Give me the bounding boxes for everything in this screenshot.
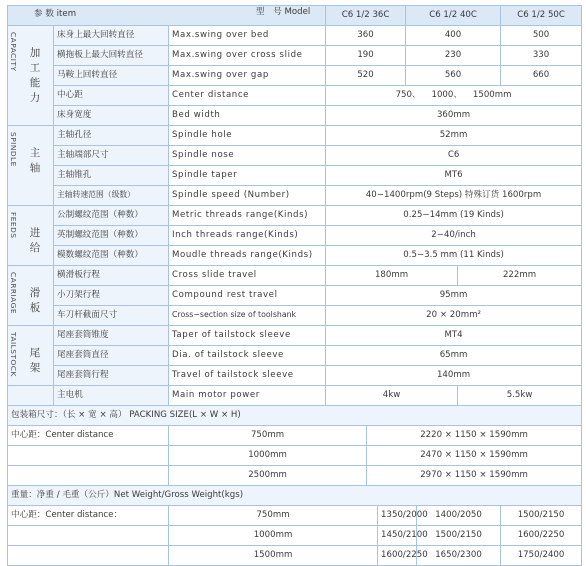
- row-label-zh: 尾座套筒直径: [54, 346, 169, 366]
- row-label-en: Spindle taper: [169, 166, 326, 186]
- cell-value: 95mm: [326, 286, 582, 306]
- row-label-zh: 床身上最大回转直径: [54, 26, 169, 46]
- spindle-group: [8, 126, 54, 206]
- row-label-en: Max.swing over bed: [169, 26, 326, 46]
- cell-value: 2970 × 1150 × 1590mm: [367, 466, 582, 486]
- table-row: [8, 286, 582, 306]
- row-label-zh: 横滑板行程: [54, 266, 169, 286]
- table-row: [8, 146, 582, 166]
- row-label-en: Spindle hole: [169, 126, 326, 146]
- weight-title: 重量：净重 / 毛重（公斤）Net Weight/Gross Weight(kgs): [8, 486, 582, 506]
- cell-value: 20 × 20mm²: [326, 306, 582, 326]
- row-label-en: Inch threads range(Kinds): [169, 226, 326, 246]
- row-label-zh: 主轴锥孔: [54, 166, 169, 186]
- table-row: [8, 66, 582, 86]
- group-label-zh: 主轴: [29, 147, 41, 174]
- row-label-en: Spindle nose: [169, 146, 326, 166]
- weight-title-row: [8, 486, 582, 506]
- cell-value: 1000mm: [169, 446, 367, 466]
- row-label-zh: 主电机: [54, 386, 169, 406]
- center-distance-values: [326, 86, 582, 106]
- carriage-group: [8, 266, 54, 326]
- header-row: [8, 6, 582, 26]
- row-label-zh: 主轴孔径: [54, 126, 169, 146]
- row-label-en: Bed width: [169, 106, 326, 126]
- row-label-en: Dia. of tailstock sleeve: [169, 346, 326, 366]
- group-label-zh: 进给: [29, 227, 41, 254]
- cell-value: 2470 × 1150 × 1590mm: [367, 446, 582, 466]
- cell-value: C6: [326, 146, 582, 166]
- table-row: [8, 506, 582, 526]
- table-row: [8, 166, 582, 186]
- row-label-en: Taper of tailstock sleeve: [169, 326, 326, 346]
- row-label-zh: 主轴转速范围（级数）: [54, 186, 169, 206]
- row-label-en: Main motor power: [169, 386, 326, 406]
- cell-value: 4kw: [326, 386, 458, 406]
- cell-value: 360: [326, 26, 406, 46]
- group-label-zh: 尾架: [29, 347, 41, 374]
- cell-value: 1500mm: [169, 546, 378, 566]
- row-label-zh: 尾座套筒行程: [54, 366, 169, 386]
- row-label-en: Cross slide travel: [169, 266, 326, 286]
- packing-title: 包装箱尺寸：（长 × 宽 × 高） PACKING SIZE(L × W × H): [8, 406, 582, 426]
- row-label-zh: 公制螺纹范围（种数）: [54, 206, 169, 226]
- table-row: [8, 306, 582, 326]
- feeds-group: [8, 206, 54, 266]
- cell-value: 1650/2300: [417, 546, 501, 566]
- cell-value: 1500mm: [472, 89, 512, 100]
- cell-value: 0.5−3.5 mm (11 Kinds): [326, 246, 582, 266]
- table-row: [8, 386, 582, 406]
- packing-title-row: [8, 406, 582, 426]
- table-row: [8, 466, 582, 486]
- row-label-en: Travel of tailstock sleeve: [169, 366, 326, 386]
- row-label-zh: 横拖板上最大回转直径: [54, 46, 169, 66]
- cell-value: 140mm: [326, 366, 582, 386]
- row-label-zh: 车刀杆截面尺寸: [54, 306, 169, 326]
- table-row: [8, 326, 582, 346]
- group-label-en: SPINDLE: [9, 132, 19, 167]
- cell-value: 360mm: [326, 106, 582, 126]
- cell-value: 180mm: [326, 266, 458, 286]
- cell-value: 560: [406, 66, 501, 86]
- row-label-en: Max.swing over gap: [169, 66, 326, 86]
- cell-value: 750mm: [169, 426, 367, 446]
- table-row: [8, 426, 582, 446]
- cell-value: 1000、: [431, 89, 462, 100]
- table-row: [8, 246, 582, 266]
- cell-value: 5.5kw: [458, 386, 582, 406]
- table-row: [8, 266, 582, 286]
- cell-value: 1400/2050: [417, 506, 501, 526]
- row-label-en: Center distance: [169, 86, 326, 106]
- row-label-en: Spindle speed (Number): [169, 186, 326, 206]
- table-row: [8, 226, 582, 246]
- row-label-zh: 尾座套筒锥度: [54, 326, 169, 346]
- row-label-zh: 中心距: [54, 86, 169, 106]
- cell-value: MT4: [326, 326, 582, 346]
- table-row: [8, 126, 582, 146]
- table-row: [8, 46, 582, 66]
- cell-value: 1600/2250: [378, 546, 417, 566]
- row-label-zh: 英制螺纹范围（种数）: [54, 226, 169, 246]
- cell-value: 750mm: [169, 506, 378, 526]
- group-label-en: FEEDS: [9, 212, 19, 239]
- model-50c: C6 1/2 50C: [501, 6, 582, 26]
- cell-value: 1000mm: [169, 526, 378, 546]
- cell-value: 2−40/inch: [326, 226, 582, 246]
- table-row: [8, 206, 582, 226]
- row-label-en: Metric threads range(Kinds): [169, 206, 326, 226]
- table-row: [8, 526, 582, 546]
- cell-value: 520: [326, 66, 406, 86]
- table-row: [8, 546, 582, 566]
- cell-value: 230: [406, 46, 501, 66]
- table-row: [8, 86, 582, 106]
- model-36c: C6 1/2 36C: [326, 6, 406, 26]
- row-label-en: Max.swing over cross slide: [169, 46, 326, 66]
- group-label-zh: 加工能力: [29, 47, 41, 104]
- cell-value: 2220 × 1150 × 1590mm: [367, 426, 582, 446]
- table-row: [8, 446, 582, 466]
- packing-label: 中心距：Center distance: [8, 426, 169, 446]
- group-label-en: CAPACITY: [9, 32, 19, 72]
- row-label-zh: 模数螺纹范围（种数）: [54, 246, 169, 266]
- cell-value: 400: [406, 26, 501, 46]
- group-label-zh: 滑板: [29, 287, 41, 314]
- cell-value: 222mm: [458, 266, 582, 286]
- row-label-en: Cross−section size of toolshank: [169, 306, 326, 326]
- group-label-en: TAILSTOCK: [9, 332, 19, 377]
- cell-value: 660: [501, 66, 582, 86]
- row-label-zh: 小刀架行程: [54, 286, 169, 306]
- capacity-group: [8, 26, 54, 126]
- row-label-zh: 床身宽度: [54, 106, 169, 126]
- cell-value: 1350/2000: [378, 506, 417, 526]
- cell-value: 40−1400rpm(9 Steps) 特殊订货 1600rpm: [326, 186, 582, 206]
- cell-value: 750、: [395, 89, 421, 100]
- tailstock-group: [8, 326, 54, 386]
- param-label: 参 数 item: [34, 9, 77, 19]
- table-row: [8, 366, 582, 386]
- table-row: [8, 26, 582, 46]
- cell-value: 1500/2150: [417, 526, 501, 546]
- cell-value: 500: [501, 26, 582, 46]
- weight-label: 中心距：Center distance：: [8, 506, 169, 526]
- cell-value: 330: [501, 46, 582, 66]
- cell-value: 65mm: [326, 346, 582, 366]
- cell-value: 1600/2250: [501, 526, 582, 546]
- model-40c: C6 1/2 40C: [406, 6, 501, 26]
- cell-value: 52mm: [326, 126, 582, 146]
- cell-value: 1500/2150: [501, 506, 582, 526]
- cell-value: 1750/2400: [501, 546, 582, 566]
- cell-value: MT6: [326, 166, 582, 186]
- table-row: [8, 346, 582, 366]
- cell-value: 1450/2100: [378, 526, 417, 546]
- spec-table: [7, 5, 582, 566]
- cell-value: 2500mm: [169, 466, 367, 486]
- cell-value: 190: [326, 46, 406, 66]
- row-label-en: Compound rest travel: [169, 286, 326, 306]
- row-label-zh: 马鞍上回转直径: [54, 66, 169, 86]
- row-label-en: Moudle threads range(Kinds): [169, 246, 326, 266]
- table-row: [8, 106, 582, 126]
- row-label-zh: 主轴端部尺寸: [54, 146, 169, 166]
- group-label-en: CARRIAGE: [9, 272, 19, 314]
- cell-value: 0.25−14mm (19 Kinds): [326, 206, 582, 226]
- model-label: 型 号 Model: [256, 7, 311, 17]
- table-row: [8, 186, 582, 206]
